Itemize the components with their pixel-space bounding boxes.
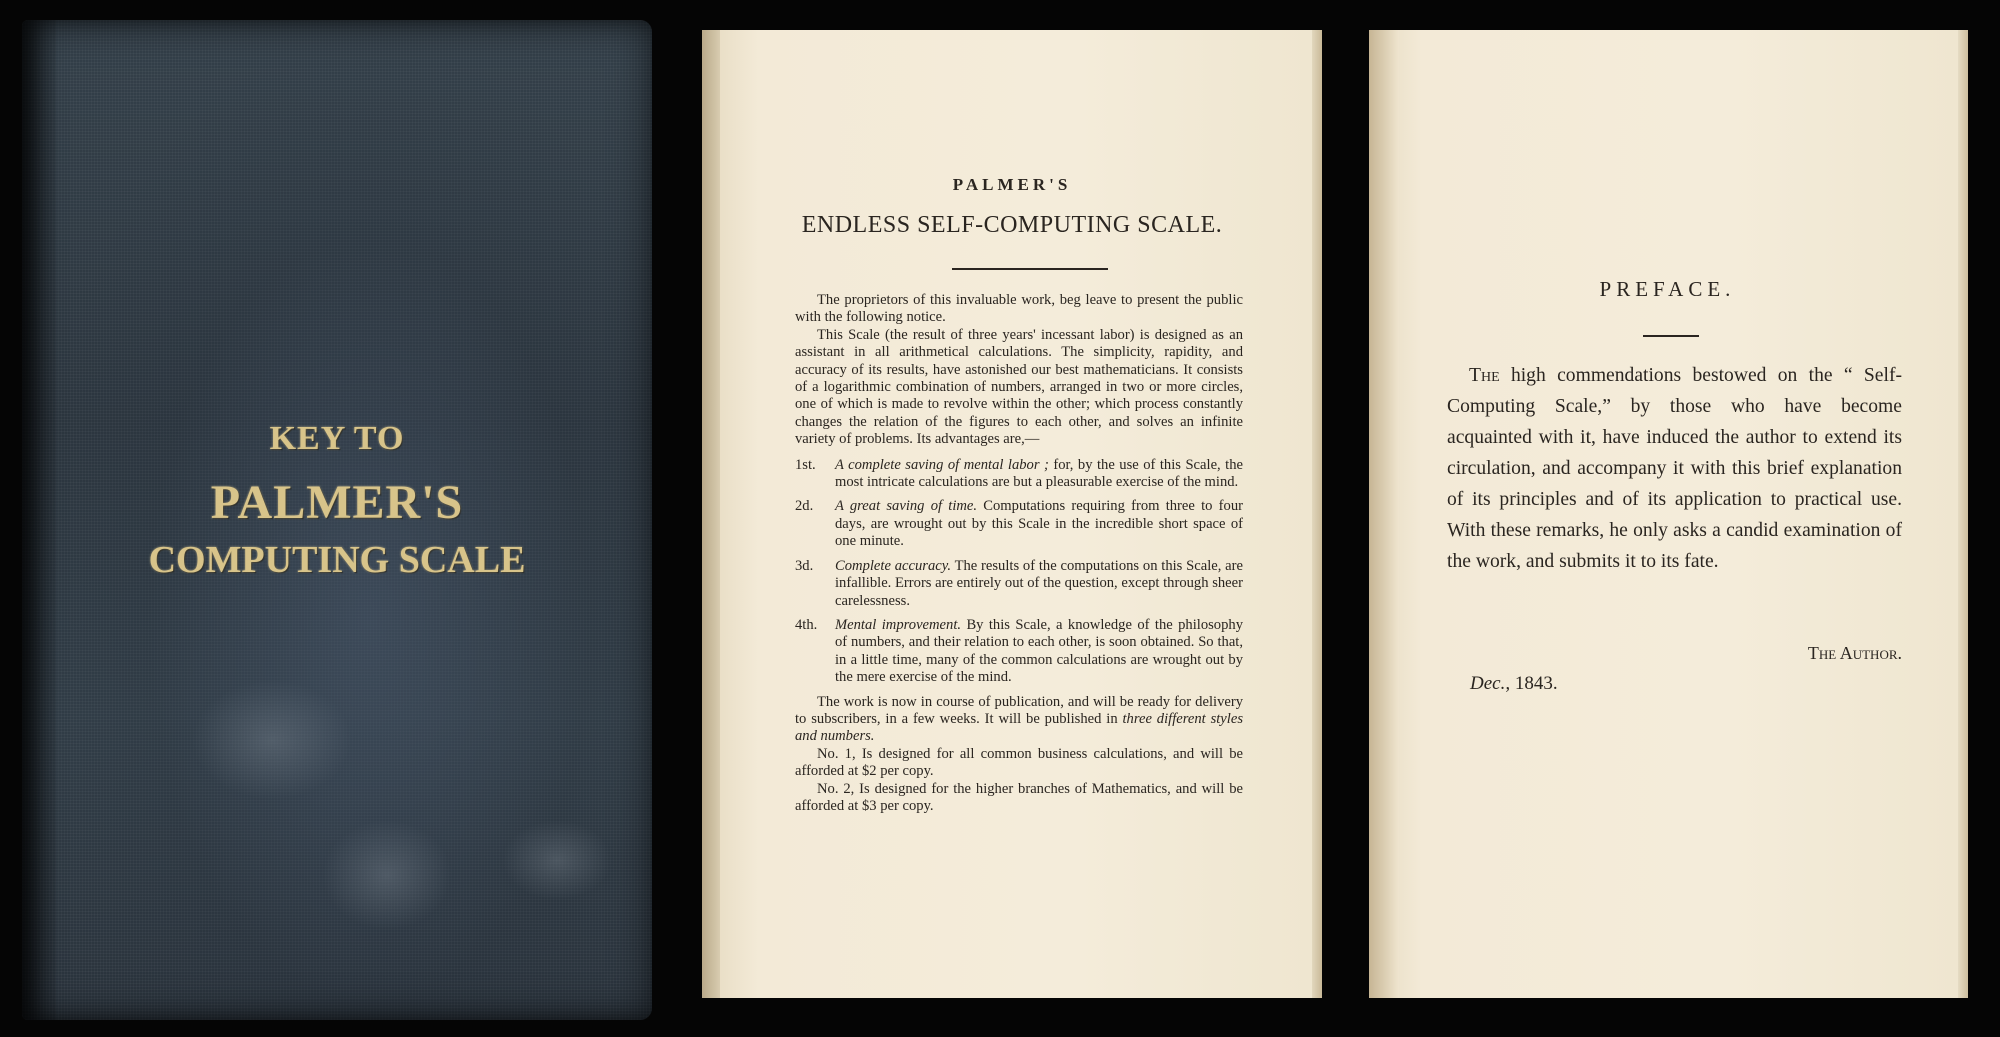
item-lead: Mental improvement. — [835, 616, 962, 633]
preface-page — [1375, 30, 1960, 998]
book-cover — [22, 20, 652, 1020]
date-month: Dec., — [1470, 673, 1511, 694]
item-number: 1st. — [795, 456, 816, 473]
list-item — [795, 617, 1243, 687]
paragraph: No. 2, Is designed for the higher branches of Mathematics, and will be afforded at $3 per copy. — [795, 780, 1243, 814]
paragraph: The proprietors of this invaluable work, beg leave to present the public with the following notice. — [795, 292, 1243, 326]
advantages-list — [795, 457, 1243, 687]
cover-title-line2: PALMER'S — [210, 476, 464, 529]
paragraph: This Scale (the result of three years' incessant labor) is designed as an assistant in all arithmetical calculations. The simplicity, rapidity, and accuracy of its results, have astonished our best mathematicians. It consists of a logarithmic combination of numbers, arranged in two or more circles, one of which is made to revolve within the other; which process constantly changes the relation of the figures to each other, and solves an infinite variety of problems. Its advantages are,— — [795, 326, 1243, 448]
page-heading: PALMER'S — [952, 175, 1072, 194]
item-text — [835, 498, 1243, 550]
cover-title-line1: KEY TO — [269, 420, 405, 457]
notice-body — [795, 292, 1243, 815]
preface-date — [1470, 673, 1558, 695]
cover-stain — [322, 820, 452, 930]
list-item — [795, 558, 1243, 610]
item-rest: By this Scale, a knowledge of the philosophy of numbers, and their relation to each other, is soon obtained. So that, in a little time, many of the common calculations are wrought out by the mere exercise of the mind. — [835, 616, 1243, 686]
list-item — [795, 498, 1243, 550]
item-number: 3d. — [795, 557, 814, 574]
paragraph-text: The work is now in course of publication, and will be ready for delivery to subscribers, in a few weeks. It will be published in — [795, 693, 1243, 727]
date-year: 1843. — [1510, 673, 1558, 694]
paragraph-emphasis: three different styles and numbers. — [795, 710, 1244, 745]
item-text — [835, 457, 1243, 492]
paragraph-text: high commendations bestowed on the “ Self-Computing Scale,” by those who have become acquainted with it, have induced the author to extend its circulation, and accompany it with this brief explanation of its principles and of its application to practical use. With these remarks, he only asks a candid examination of the work, and submits it to its fate. — [1447, 365, 1902, 572]
list-item — [795, 457, 1243, 492]
paragraph — [1447, 360, 1902, 577]
item-lead: A complete saving of mental labor ; — [835, 456, 1049, 473]
item-rest: The results of the computations on this Scale, are infallible. Errors are entirely out of the question, except through sheer carelessness. — [835, 557, 1243, 609]
item-rest: Computations requiring from three to four days, are wrought out by this Scale in the incredible short space of one minute. — [835, 498, 1243, 550]
item-lead: A great saving of time. — [835, 498, 978, 515]
paragraph — [795, 694, 1243, 746]
preface-body — [1447, 360, 1902, 577]
item-rest: for, by the use of this Scale, the most intricate calculations are but a pleasurable exercise of the mind. — [835, 456, 1244, 491]
item-number: 2d. — [795, 498, 814, 515]
title-rule — [952, 268, 1108, 270]
paragraph: No. 1, Is designed for all common business calculations, and will be afforded at $2 per copy. — [795, 745, 1243, 780]
item-text — [835, 617, 1243, 687]
cover-stain — [192, 680, 352, 800]
item-number: 4th. — [795, 616, 818, 633]
cover-stain — [502, 820, 612, 900]
item-lead: Complete accuracy. — [835, 557, 952, 574]
signature: The Author. — [1807, 643, 1902, 663]
page-title: ENDLESS SELF-COMPUTING SCALE. — [801, 212, 1223, 238]
preface-heading: PREFACE. — [1599, 277, 1736, 301]
notice-page — [710, 30, 1314, 998]
first-word: The — [1469, 365, 1500, 386]
item-text — [835, 558, 1243, 610]
cover-title-line3: COMPUTING SCALE — [148, 539, 526, 581]
heading-rule — [1643, 335, 1699, 337]
